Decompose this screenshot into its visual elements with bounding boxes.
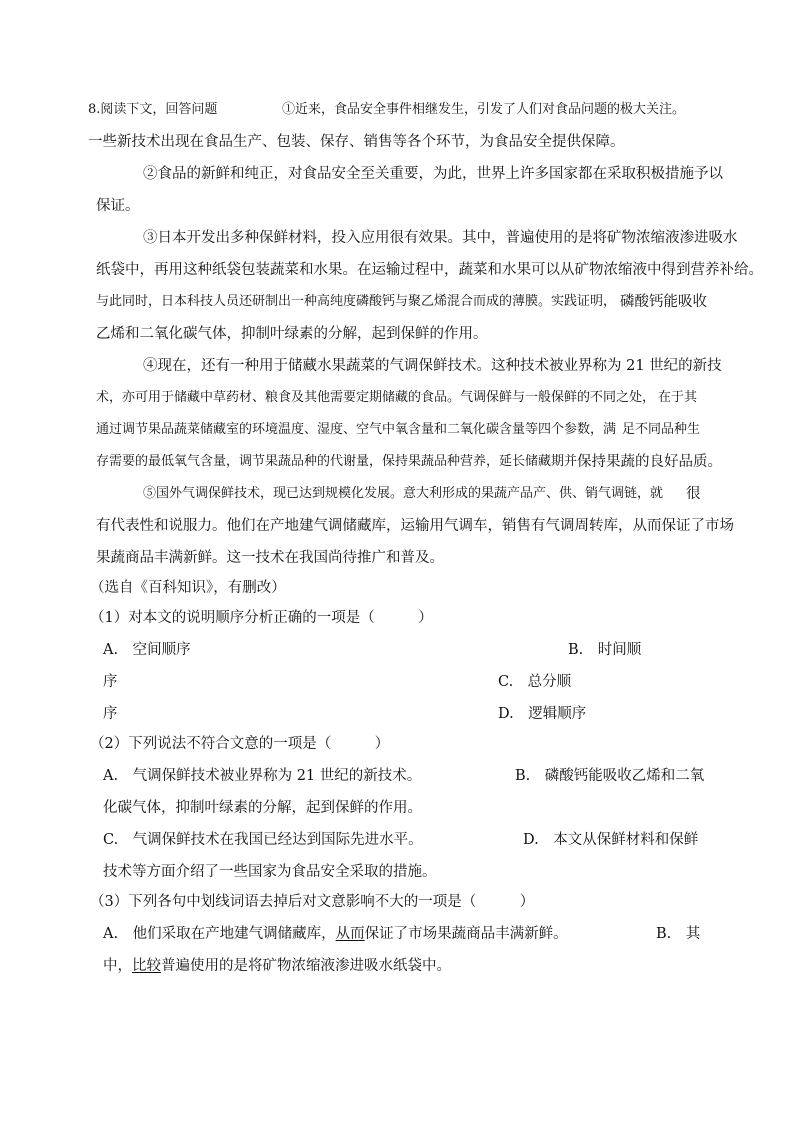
q3-option-b-cont — [103, 956, 451, 976]
q2-option-a: A. 气调保鲜技术被业界称为 21 世纪的新技术。 — [103, 768, 422, 784]
paragraph-5-line-2: 有代表性和说服力。他们在产地建气调储藏库，运输用气调车，销售有气调周转库，从而保证了市场 — [96, 518, 734, 534]
q2-option-c: C. 气调保鲜技术在我国已经达到国际先进水平。 — [103, 832, 423, 848]
q3-stem: （3）下列各句中划线词语去掉后对文意影响不大的一项是（ ） — [90, 894, 535, 910]
q1-option-a: A. 空间顺序 — [103, 642, 191, 658]
q2-option-d-cont: 技术等方面介绍了一些国家为食品安全采取的措施。 — [103, 864, 437, 880]
paragraph-4-line-2: 术，亦可用于储藏中草药材、粮食及其他需要定期储藏的食品。气调保鲜与一般保鲜的不同之处， — [96, 390, 656, 405]
paragraph-1-line-1: ①近来，食品安全事件相继发生，引发了人们对食品问题的极大关注。 — [282, 102, 686, 117]
q2-stem: （2）下列说法不符合文意的一项是（ ） — [90, 736, 390, 752]
q3-option-a — [103, 924, 568, 944]
paragraph-5-line-3: 果蔬商品丰满新鲜。这一技术在我国尚待推广和普及。 — [96, 550, 444, 566]
q3-option-a-underlined: 从而 — [335, 926, 365, 942]
paragraph-3-line-4: 乙烯和二氧化碳气体，抑制叶绿素的分解，起到保鲜的作用。 — [96, 326, 488, 342]
q1-option-b-cont: 序 — [103, 674, 118, 690]
paragraph-4-line-4: 存需要的最低氧气含量，调节果蔬品种的代谢量，保持果蔬品种营养，延长储藏期并 — [96, 454, 578, 469]
q3-option-b: B. 其 — [656, 926, 701, 942]
paragraph-4-line-1: ④现在，还有一种用于储藏水果蔬菜的气调保鲜技术。这种技术被业界称为 21 世纪的新技 — [143, 358, 722, 374]
q3-option-b-post: 普遍使用的是将矿物浓缩液渗进吸水纸袋中。 — [161, 958, 451, 974]
paragraph-1-line-2: 一些新技术出现在食品生产、包装、保存、销售等各个环节，为食品安全提供保障。 — [88, 134, 625, 150]
source-note: （选自《百科知识》，有删改） — [90, 580, 286, 596]
paragraph-5-line-1: ⑤国外气调保鲜技术，现已达到规模化发展。意大利形成的果蔬产品产、供、销气调链，就 — [143, 486, 664, 501]
paragraph-3-line-2: 纸袋中，再用这种纸袋包装蔬菜和水果。在运输过程中，蔬菜和水果可以从矿物浓缩液中得到营养补给。 — [96, 262, 763, 278]
paragraph-4-line-2-end: 在于其 — [658, 390, 698, 405]
q3-option-b-pre: 中， — [103, 958, 132, 974]
q2-option-d: D. 本文从保鲜材料和保鲜 — [523, 832, 699, 848]
q1-option-b: B. 时间顺 — [568, 642, 642, 658]
q3-option-b-underlined: 比较 — [132, 958, 161, 974]
q3-option-a-pre: A. 他们采取在产地建气调储藏库， — [103, 926, 336, 942]
q2-option-b: B. 磷酸钙能吸收乙烯和二氧 — [515, 768, 705, 784]
paragraph-3-line-3: 与此同时，日本科技人员还研制出一种高纯度磷酸钙与聚乙烯混合而成的薄膜。实践证明， — [96, 294, 617, 309]
paragraph-3-line-3-end: 磷酸钙能吸收 — [620, 294, 707, 310]
q1-option-c-cont: 序 — [103, 706, 118, 722]
paragraph-2-line-1: ②食品的新鲜和纯正，对食品安全至关重要，为此，世界上许多国家都在采取积极措施予以 — [143, 166, 723, 182]
paragraph-4-line-4-end: 保持果蔬的良好品质。 — [577, 454, 722, 470]
paragraph-2-line-2: 保证。 — [96, 198, 140, 214]
paragraph-5-line-1-end: 很 — [686, 486, 701, 502]
question-heading: 8.阅读下文，回答问题 — [88, 102, 218, 117]
paragraph-4-line-3: 通过调节果品蔬菜储藏室的环境温度、湿度、空气中氧含量和二氧化碳含量等四个参数，满 — [96, 422, 617, 437]
q1-option-d: D. 逻辑顺序 — [498, 706, 587, 722]
q1-option-c: C. 总分顺 — [498, 674, 572, 690]
paragraph-4-line-3-end: 足不同品种生 — [622, 422, 701, 437]
paragraph-3-line-1: ③日本开发出多种保鲜材料，投入应用很有效果。其中，普遍使用的是将矿物浓缩液渗进吸水 — [143, 230, 738, 246]
q2-option-b-cont: 化碳气体，抑制叶绿素的分解，起到保鲜的作用。 — [103, 800, 422, 816]
q1-stem: （1）对本文的说明顺序分析正确的一项是（ ） — [90, 610, 433, 626]
q3-option-a-post: 保证了市场果蔬商品丰满新鲜。 — [364, 926, 568, 942]
